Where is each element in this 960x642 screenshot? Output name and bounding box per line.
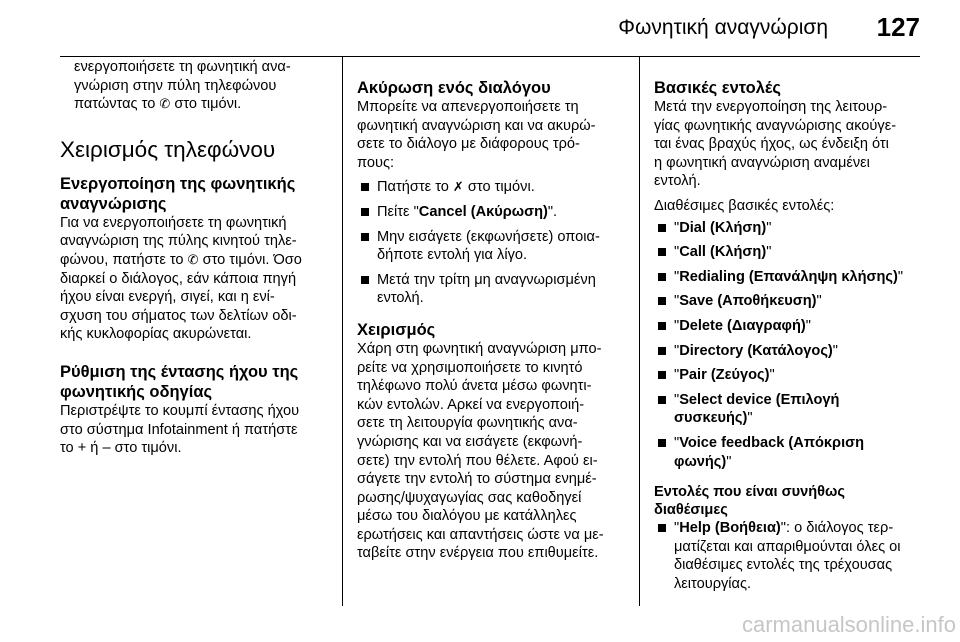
intro-paragraph	[60, 58, 330, 114]
text-line: ταβείτε στην ενέργεια που επιθυμείτε.	[357, 545, 599, 562]
text-span: ".	[547, 203, 558, 220]
text-line: γνώριση στην πύλη τηλεφώνου	[74, 77, 277, 94]
text-line: δήποτε εντολή για λίγο.	[377, 247, 528, 264]
column-right	[654, 58, 924, 599]
text-span: "	[674, 317, 680, 334]
text-line	[674, 391, 924, 410]
header-divider	[60, 56, 920, 57]
bullet-icon	[361, 233, 369, 241]
text-line: ενεργοποιήσετε τη φωνητική ανα-	[74, 59, 291, 75]
text-line: αναγνώριση της πύλης κινητού τηλε-	[60, 233, 297, 250]
text-line: Μην εισάγετε (εκφωνήσετε) οποια-	[377, 228, 600, 245]
list-item	[654, 519, 924, 593]
list-item	[654, 219, 924, 238]
text-span: Πατήστε το	[377, 179, 453, 196]
bullet-icon	[361, 183, 369, 191]
command-name: Cancel (Ακύρωση)	[418, 203, 548, 220]
text-span: "	[766, 244, 772, 261]
bullet-icon	[658, 273, 666, 281]
bullet-icon	[658, 439, 666, 447]
text-line: κών εντολών. Αρκεί να ενεργοποιή-	[357, 396, 585, 413]
command-name: Redialing (Επανάληψη κλήσης)	[679, 268, 898, 285]
text-line: ματίζεται και απαριθμούνται όλες οι	[674, 538, 901, 555]
text-span: "	[832, 342, 838, 359]
list-item	[357, 228, 625, 265]
text-span: "	[674, 391, 680, 408]
bullet-icon	[658, 322, 666, 330]
list-item	[654, 243, 924, 262]
text-span: "	[674, 293, 680, 310]
subsection-title: Ρύθμιση της έντασης ήχου της	[60, 362, 299, 381]
subsection-title: Χειρισμός	[357, 320, 436, 339]
text-span: φώνου, πατήστε το	[60, 251, 188, 268]
watermark: carmanualsonline.info	[741, 612, 956, 637]
bullet-icon	[658, 371, 666, 379]
text-line: ρωσης/ψυχαγωγίας σας καθοδηγεί	[357, 489, 582, 506]
text-span: "	[897, 268, 904, 285]
command-name: Select device (Επιλογή	[679, 391, 840, 408]
text-span: "	[674, 219, 680, 236]
command-name: Help (Βοήθεια)	[679, 520, 781, 537]
text-line: διαθέσιμες εντολές της τρέχουσας	[674, 557, 893, 574]
list-item	[357, 271, 625, 308]
text-line: στο σύστημα Infotainment ή πατήστε	[60, 421, 298, 438]
cancel-paragraph	[357, 98, 625, 172]
text-line: ήχου είναι ενεργή, σιγεί, και η ενί-	[60, 289, 275, 306]
text-line: ρείτε να χρησιμοποιήσετε το κινητό	[357, 359, 583, 376]
phone-hangup-icon: ✗	[452, 179, 464, 195]
subsection-title: Βασικές εντολές	[654, 79, 781, 97]
text-line: ερωτήσεις και απαντήσεις ώστε να με-	[357, 526, 604, 543]
text-span: "	[674, 434, 680, 451]
text-line: τηλέφωνο πολύ άνετα μέσω φωνητι-	[357, 378, 592, 395]
text-line: σάγετε την εντολή το σύστημα ενημέ-	[357, 471, 597, 488]
text-line: Διαθέσιμες βασικές εντολές:	[654, 197, 835, 214]
operation-paragraph	[357, 340, 625, 563]
text-line	[674, 519, 924, 538]
basic-paragraph	[654, 98, 924, 191]
text-line	[674, 434, 924, 453]
text-line: Χάρη στη φωνητική αναγνώριση μπο-	[357, 340, 602, 357]
text-span: "	[674, 367, 680, 384]
cancel-list	[357, 178, 625, 308]
text-line	[60, 251, 330, 270]
text-line: η φωνητική αναγνώριση αναμένει	[654, 154, 870, 171]
text-line	[674, 409, 924, 428]
text-line: γνώρισης και να εισάγετε (εκφωνή-	[357, 433, 583, 450]
subsection-title: Εντολές που είναι συνήθως	[654, 484, 845, 501]
command-name: συσκευής)	[674, 410, 748, 427]
subsection-title: Ενεργοποίηση της φωνητικής	[60, 174, 296, 193]
list-item	[654, 268, 924, 287]
text-line: σχυση του σήματος των δελτίων οδι-	[60, 307, 297, 324]
text-line	[674, 453, 924, 472]
text-line: σετε το διάλογο με διάφορους τρό-	[357, 136, 580, 153]
bullet-icon	[658, 224, 666, 232]
text-line: Περιστρέψτε το κουμπί έντασης ήχου	[60, 402, 300, 419]
text-span: "	[780, 520, 786, 537]
command-name: Call (Κλήση)	[679, 244, 767, 261]
command-name: Voice feedback (Απόκριση	[679, 434, 865, 451]
text-line: Μετά την ενεργοποίηση της λειτουρ-	[654, 99, 888, 115]
page-number: 127	[876, 12, 920, 42]
text-span: "	[816, 293, 822, 310]
text-span: "	[726, 453, 732, 470]
column-divider	[639, 56, 640, 606]
text-span: "	[766, 219, 772, 236]
text-line: Μπορείτε να απενεργοποιήσετε τη	[357, 99, 579, 115]
text-span: "	[747, 410, 753, 427]
list-item	[654, 342, 924, 361]
text-line: φωνητική αναγνώριση και να ακυρώ-	[357, 117, 596, 134]
section-title: Χειρισμός τηλεφώνου	[60, 136, 276, 162]
bullet-icon	[361, 276, 369, 284]
text-line: πους:	[357, 154, 395, 171]
text-span: "	[674, 520, 680, 537]
text-span: στο τιμόνι.	[170, 96, 242, 113]
command-name: φωνής)	[674, 453, 727, 470]
bullet-icon	[658, 396, 666, 404]
bullet-icon	[658, 297, 666, 305]
text-line: Μετά την τρίτη μη αναγνωρισμένη	[377, 271, 596, 288]
bullet-icon	[658, 524, 666, 532]
text-span: "	[769, 367, 775, 384]
text-span: "	[674, 342, 680, 359]
subsection-title: Ακύρωση ενός διαλόγου	[357, 79, 551, 97]
text-line: εντολή.	[377, 290, 424, 307]
text-line: το + ή – στο τιμόνι.	[60, 440, 182, 457]
column-middle	[357, 58, 625, 563]
text-line: λειτουργίας.	[674, 575, 752, 592]
list-item	[654, 366, 924, 385]
text-span: "	[805, 317, 811, 334]
list-item	[357, 203, 625, 222]
text-span: πατώντας το	[74, 96, 160, 113]
subsection-title: φωνητικής οδηγίας	[60, 382, 213, 401]
text-line: σετε τη λειτουργία φωνητικής ανα-	[357, 415, 578, 432]
text-line	[74, 95, 330, 114]
list-item	[654, 434, 924, 471]
text-line: Για να ενεργοποιήσετε τη φωνητική	[60, 214, 287, 231]
bullet-icon	[361, 208, 369, 216]
text-line: κής κυκλοφορίας ακυρώνεται.	[60, 326, 252, 343]
command-name: Directory (Κατάλογος)	[679, 342, 833, 359]
command-name: Save (Αποθήκευση)	[679, 293, 817, 310]
text-span: στο τιμόνι.	[463, 179, 535, 196]
always-command-list	[654, 519, 924, 593]
text-line: γίας φωνητικής αναγνώρισης ακούγε-	[654, 117, 897, 134]
text-span: "	[674, 268, 680, 285]
list-item	[654, 292, 924, 311]
volume-paragraph	[60, 402, 330, 458]
command-name: Delete (Διαγραφή)	[679, 317, 806, 334]
list-item	[357, 178, 625, 197]
page-title: Φωνητική αναγνώριση	[618, 16, 828, 39]
text-line: μέσω του διαλόγου με κατάλληλες	[357, 508, 577, 525]
text-line: ται ένας βραχύς ήχος, ως ένδειξη ότι	[654, 136, 889, 153]
bullet-icon	[658, 347, 666, 355]
list-item	[654, 317, 924, 336]
subsection-title: διαθέσιμες	[654, 502, 728, 519]
text-line: διαρκεί ο διάλογος, εάν κάποια πηγή	[60, 270, 297, 287]
subsection-title: αναγνώρισης	[60, 194, 167, 213]
column-divider	[342, 56, 343, 606]
bullet-icon	[658, 248, 666, 256]
command-name: Pair (Ζεύγος)	[679, 367, 770, 384]
text-line: σετε) την εντολή που θέλετε. Αφού ει-	[357, 452, 598, 469]
list-item	[654, 391, 924, 428]
basic-command-list	[654, 219, 924, 472]
text-span: "	[674, 244, 680, 261]
text-span: : ο διάλογος τερ-	[785, 520, 894, 537]
text-span: στο τιμόνι. Όσο	[198, 251, 302, 268]
column-left	[60, 58, 330, 458]
activate-paragraph	[60, 214, 330, 344]
command-name: Dial (Κλήση)	[679, 219, 767, 236]
text-line: εντολή.	[654, 173, 701, 190]
phone-talk-icon: ✆	[187, 251, 199, 267]
phone-talk-icon: ✆	[159, 96, 171, 112]
text-span: Πείτε "	[377, 203, 419, 220]
